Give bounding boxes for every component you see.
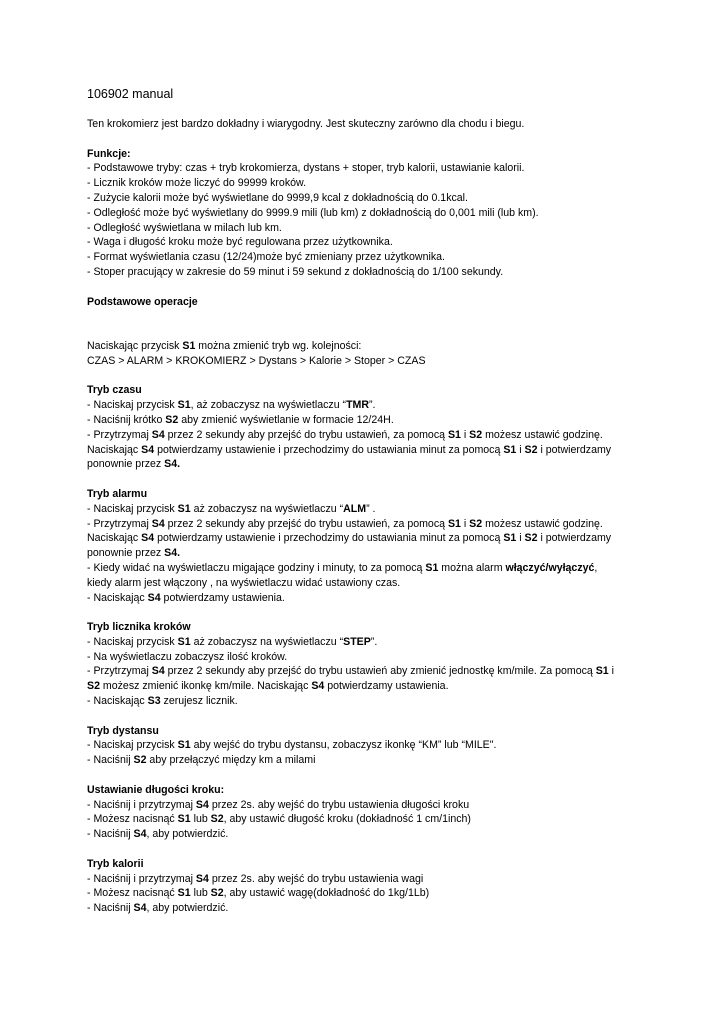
feature-item: - Odległość wyświetlana w milach lub km. [87, 221, 282, 234]
feature-item: - Format wyświetlania czasu (12/24)może być zmieniany przez użytkownika. [87, 251, 445, 264]
features-heading: Funkcje: [87, 147, 131, 160]
basic-operations-section [87, 295, 685, 369]
basic-operations-heading: Podstawowe operacje [87, 295, 198, 308]
distance-mode-heading: Tryb dystansu [87, 724, 159, 737]
alarm-mode-line: ponownie przez S4. [87, 547, 181, 560]
stride-length-line: - Naciśnij S4, aby potwierdzić. [87, 828, 229, 841]
distance-mode-line: - Naciskaj przycisk S1 aby wejść do trybu dystansu, zobaczysz ikonkę “KM” lub “MILE". [87, 739, 497, 752]
step-counter-section [87, 620, 685, 709]
alarm-mode-line: - Kiedy widać na wyświetlaczu migające godziny i minuty, to za pomocą S1 można alarm włączyć/wyłączyć, [87, 561, 598, 574]
alarm-mode-line: - Naciskaj przycisk S1 aż zobaczysz na wyświetlaczu “ALM” . [87, 502, 376, 515]
mode-change-line: Naciskając przycisk S1 można zmienić tryb wg. kolejności: [87, 339, 362, 352]
time-mode-heading: Tryb czasu [87, 384, 142, 397]
alarm-mode-line: kiedy alarm jest włączony , na wyświetlaczu widać ustawiony czas. [87, 576, 401, 589]
alarm-mode-line: - Przytrzymaj S4 przez 2 sekundy aby przejść do trybu ustawień, za pomocą S1 i S2 możesz ustawić godzinę. [87, 517, 603, 530]
intro-paragraph: Ten krokomierz jest bardzo dokładny i wiarygodny. Jest skuteczny zarówno dla chodu i biegu. [87, 118, 525, 130]
feature-item: - Zużycie kalorii może być wyświetlane do 9999,9 kcal z dokładnością do 0.1kcal. [87, 191, 468, 204]
time-mode-line: Naciskając S4 potwierdzamy ustawienie i przechodzimy do ustawiania minut za pomocą S1 i S2 i potwierdzamy [87, 443, 612, 456]
stride-length-heading: Ustawianie długości kroku: [87, 783, 225, 796]
feature-item: - Podstawowe tryby: czas + tryb krokomierza, dystans + stoper, tryb kalorii, ustawianie kalorii. [87, 162, 525, 175]
feature-item: - Odległość może być wyświetlany do 9999.9 mili (lub km) z dokładnością do 0,001 mili (lub km). [87, 206, 539, 219]
distance-mode-line: - Naciśnij S2 aby przełączyć między km a milami [87, 754, 316, 767]
stride-length-line: - Możesz nacisnąć S1 lub S2, aby ustawić długość kroku (dokładność 1 cm/1inch) [87, 813, 471, 826]
feature-item: - Stoper pracujący w zakresie do 59 minut i 59 sekund z dokładnością do 1/100 sekundy. [87, 265, 504, 278]
step-counter-line: - Przytrzymaj S4 przez 2 sekundy aby przejść do trybu ustawień aby zmienić jednostkę km/mile. Za pomocą S1 i [87, 665, 614, 678]
alarm-mode-heading: Tryb alarmu [87, 487, 148, 500]
feature-item: - Licznik kroków może liczyć do 99999 kroków. [87, 177, 307, 190]
mode-sequence-line: CZAS > ALARM > KROKOMIERZ > Dystans > Kalorie > Stoper > CZAS [87, 354, 426, 367]
time-mode-line: ponownie przez S4. [87, 458, 181, 471]
document-title: 106902 manual [87, 87, 174, 101]
calorie-mode-line: - Naciśnij i przytrzymaj S4 przez 2s. aby wejść do trybu ustawienia wagi [87, 872, 424, 885]
alarm-mode-line: - Naciskając S4 potwierdzamy ustawienia. [87, 591, 285, 604]
step-counter-line: - Naciskając S3 zerujesz licznik. [87, 695, 238, 708]
time-mode-line: - Naciśnij krótko S2 aby zmienić wyświetlanie w formacie 12/24H. [87, 413, 394, 426]
step-counter-line: - Na wyświetlaczu zobaczysz ilość kroków. [87, 650, 288, 663]
stride-length-line: - Naciśnij i przytrzymaj S4 przez 2s. aby wejść do trybu ustawienia długości kroku [87, 798, 470, 811]
time-mode-line: - Przytrzymaj S4 przez 2 sekundy aby przejść do trybu ustawień, za pomocą S1 i S2 możesz ustawić godzinę. [87, 428, 603, 441]
alarm-mode-line: Naciskając S4 potwierdzamy ustawienie i przechodzimy do ustawiania minut za pomocą S1 i S2 i potwierdzamy [87, 532, 612, 545]
calorie-mode-section [87, 857, 685, 916]
feature-item: - Waga i długość kroku może być regulowana przez użytkownika. [87, 236, 393, 249]
distance-mode-section [87, 724, 685, 768]
features-section [87, 147, 685, 280]
stride-length-section [87, 783, 685, 842]
time-mode-section [87, 383, 685, 472]
calorie-mode-line: - Możesz nacisnąć S1 lub S2, aby ustawić wagę(dokładność do 1kg/1Lb) [87, 887, 430, 900]
alarm-mode-section [87, 487, 685, 605]
calorie-mode-heading: Tryb kalorii [87, 857, 144, 870]
time-mode-line: - Naciskaj przycisk S1, aż zobaczysz na wyświetlaczu “TMR”. [87, 399, 376, 412]
step-counter-line: S2 możesz zmienić ikonkę km/mile. Naciskając S4 potwierdzamy ustawienia. [87, 680, 449, 693]
step-counter-heading: Tryb licznika kroków [87, 621, 191, 634]
step-counter-line: - Naciskaj przycisk S1 aż zobaczysz na wyświetlaczu “STEP”. [87, 635, 378, 648]
calorie-mode-line: - Naciśnij S4, aby potwierdzić. [87, 902, 229, 915]
